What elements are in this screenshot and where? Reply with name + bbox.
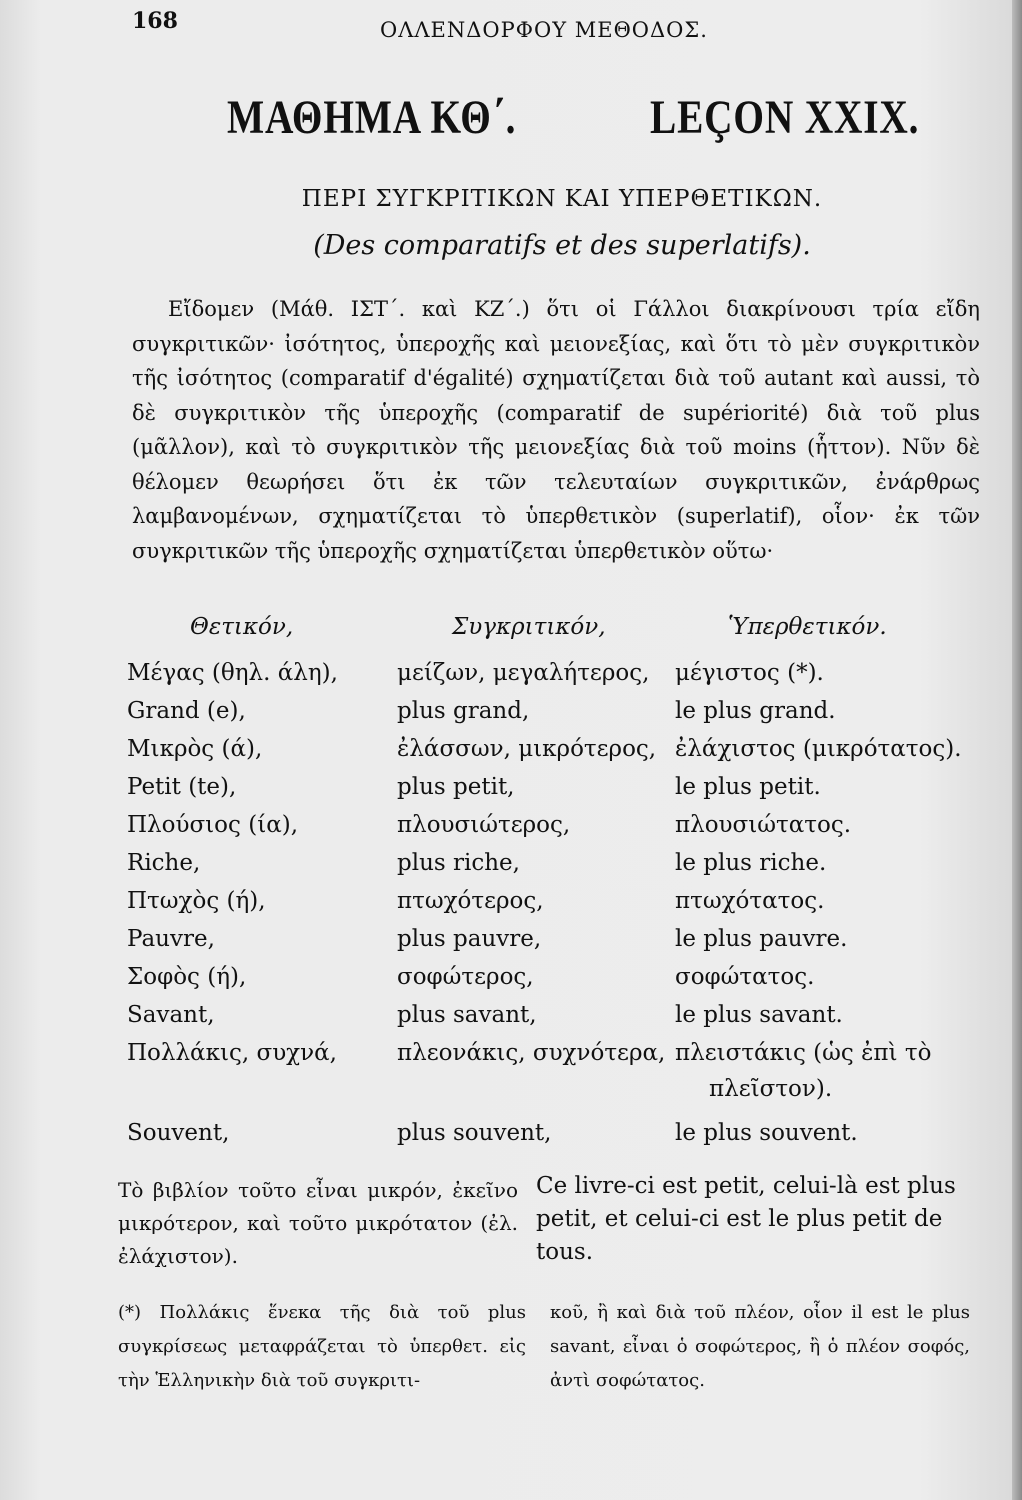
superlative-form: σοφώτατος. (675, 964, 815, 990)
superlative-form: πλουσιώτατος. (675, 812, 852, 838)
superlative-form: ἐλάχιστος (μικρότατος). (675, 736, 962, 762)
vocab-row (127, 1040, 987, 1118)
column-heading-positive: Θετικόν, (190, 614, 294, 640)
vocab-row (127, 774, 987, 812)
superlative-continuation: πλεῖστον). (709, 1076, 833, 1102)
comparative-form: ἐλάσσων, μικρότερος, (397, 736, 657, 762)
positive-form: Πολλάκις, συχνά, (127, 1040, 337, 1066)
positive-form: Pauvre, (127, 926, 215, 952)
comparative-form: σοφώτερος, (397, 964, 534, 990)
column-heading-comparative: Συγκριτικόν, (452, 614, 606, 640)
example-sentences (118, 1170, 978, 1280)
column-heading-superlative: Ὑπερθετικόν. (728, 614, 887, 640)
superlative-form: μέγιστος (*). (675, 660, 824, 686)
vocab-row (127, 698, 987, 736)
superlative-form: le plus savant. (675, 1002, 843, 1028)
comparative-form: πλεονάκις, συχνότερα, (397, 1040, 666, 1066)
comparative-form: πλουσιώτερος, (397, 812, 571, 838)
superlative-form: le plus riche. (675, 850, 827, 876)
positive-form: Μέγας (θηλ. άλη), (127, 660, 338, 686)
footnote-separator (118, 1288, 978, 1289)
positive-form: Σοφὸς (ή), (127, 964, 247, 990)
superlative-form: le plus pauvre. (675, 926, 848, 952)
positive-form: Πλούσιος (ία), (127, 812, 299, 838)
comparative-form: plus grand, (397, 698, 530, 724)
vocab-row (127, 888, 987, 926)
vocab-row (127, 812, 987, 850)
superlative-form: πτωχότατος. (675, 888, 825, 914)
comparative-form: plus riche, (397, 850, 520, 876)
positive-form: Savant, (127, 1002, 215, 1028)
footnote-left-column: (*) Πολλάκις ἕνεκα τῆς διὰ τοῦ plus συγκρίσεως μεταφράζεται τὸ ὑπερθετ. εἰς τὴν Ἑλληνικὴν διὰ τοῦ συγκριτι- (118, 1302, 526, 1391)
page-edge (1012, 0, 1022, 1500)
vocab-row (127, 1002, 987, 1040)
vocab-row (127, 850, 987, 888)
comparative-form: plus pauvre, (397, 926, 542, 952)
lesson-title-greek: ΜΑΘΗΜΑ ΚΘ΄. (227, 91, 517, 144)
footnote-right-column: κοῦ, ἢ καὶ διὰ τοῦ πλέον, οἷον il est le plus savant, εἶναι ὁ σοφώτερος, ἢ ὁ πλέον σοφός, ἀντὶ σοφώτατος. (550, 1302, 970, 1391)
running-head (132, 8, 992, 42)
comparative-form: πτωχότερος, (397, 888, 544, 914)
intro-paragraph: Εἴδομεν (Μάθ. ΙΣΤ΄. καὶ ΚΖ΄.) ὅτι οἱ Γάλλοι διακρίνουσι τρία εἴδη συγκριτικῶν· ἰσότητος, ὑπεροχῆς καὶ μειονεξίας, καὶ ὅτι τὸ μὲν συγκριτικὸν τῆς ἰσότητος (comparatif d'égalité) σχηματίζεται διὰ τοῦ autant καὶ aussi, τὸ δὲ συγκριτικὸν τῆς ὑπεροχῆς (comparatif de supériorité) διὰ τοῦ plus (μᾶλλον), καὶ τὸ συγκριτικὸν τῆς μειονεξίας διὰ τοῦ moins (ἧττον). Νῦν δὲ θέλομεν θεωρήσει ὅτι ἐκ τῶν τελευταίων συγκριτικῶν, ἐνάρθρως λαμβανομένων, σχηματίζεται τὸ ὑπερθετικὸν (superlatif), οἷον· ἐκ τῶν συγκριτικῶν τῆς ὑπεροχῆς σχηματίζεται ὑπερθετικὸν οὕτω· (132, 297, 980, 563)
comparative-form: μείζων, μεγαλήτερος, (397, 660, 650, 686)
positive-form: Souvent, (127, 1120, 230, 1146)
vocab-row (127, 926, 987, 964)
superlative-form: le plus souvent. (675, 1120, 858, 1146)
example-french: Ce livre-ci est petit, celui-là est plus petit, et celui-ci est le plus petit de tous. (536, 1173, 956, 1265)
vocab-row (127, 964, 987, 1002)
superlative-form: le plus grand. (675, 698, 836, 724)
lesson-title-french: LEÇON XXIX. (650, 91, 920, 144)
superlative-form: πλειστάκις (ὡς ἐπὶ τὸ (675, 1040, 932, 1066)
vocab-row (127, 660, 987, 698)
page-number: 168 (132, 8, 178, 34)
positive-form: Μικρὸς (ά), (127, 736, 263, 762)
comparative-form: plus souvent, (397, 1120, 552, 1146)
subtitle-french: (Des comparatifs et des superlatifs). (313, 230, 811, 261)
positive-form: Πτωχὸς (ή), (127, 888, 266, 914)
comparative-form: plus savant, (397, 1002, 537, 1028)
positive-form: Petit (te), (127, 774, 237, 800)
subtitle-greek: ΠΕΡΙ ΣΥΓΚΡΙΤΙΚΩΝ ΚΑΙ ΥΠΕΡΘΕΤΙΚΩΝ. (301, 186, 823, 212)
example-greek: Τὸ βιβλίον τοῦτο εἶναι μικρόν, ἐκεῖνο μικρότερον, καὶ τοῦτο μικρότατον (ἐλ. ἐλάχιστον). (118, 1178, 518, 1268)
superlative-form: le plus petit. (675, 774, 821, 800)
comparative-form: plus petit, (397, 774, 515, 800)
vocab-row (127, 1120, 987, 1158)
vocab-row (127, 736, 987, 774)
running-title: ΟΛΛΕΝΔΟΡΦΟΥ ΜΕΘΟΔΟΣ. (380, 18, 708, 42)
lesson-heading (132, 90, 992, 150)
positive-form: Grand (e), (127, 698, 246, 724)
positive-form: Riche, (127, 850, 201, 876)
